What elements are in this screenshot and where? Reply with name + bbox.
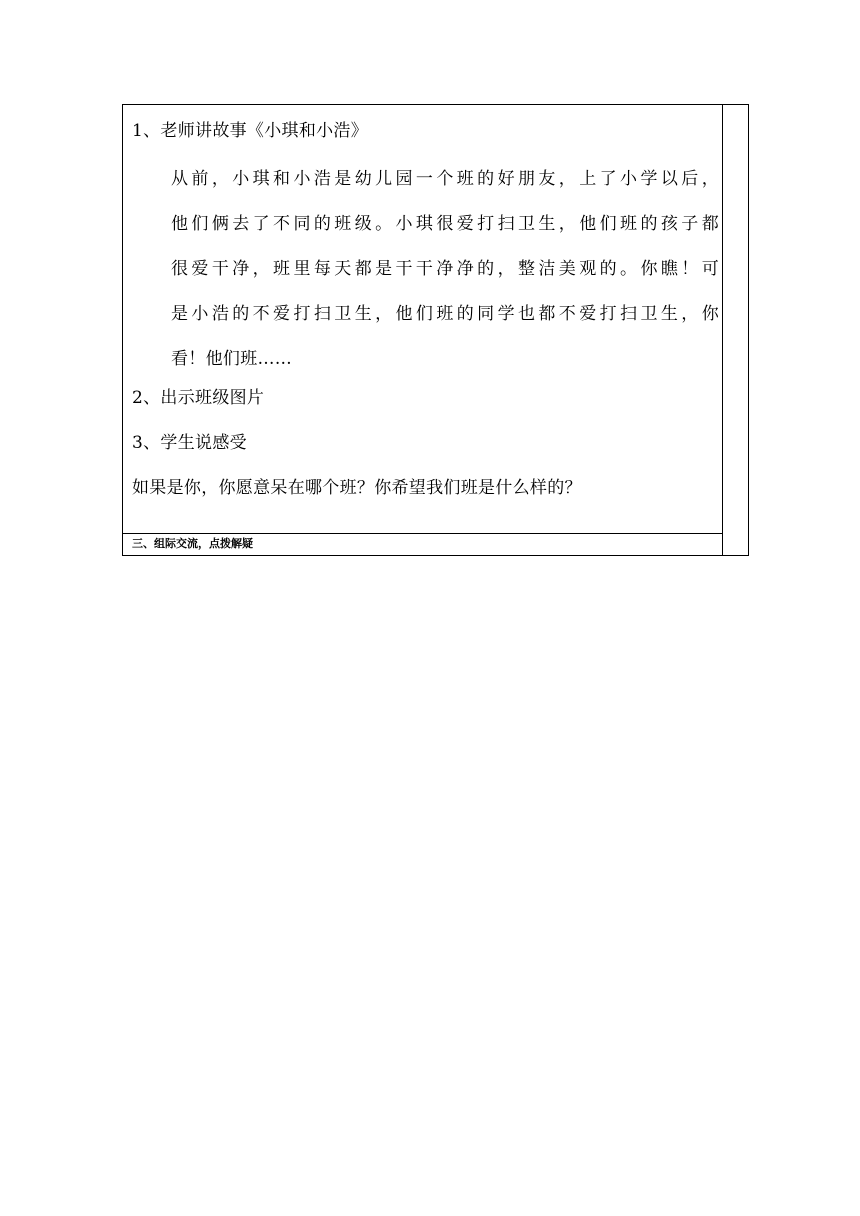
section-footer-cell bbox=[123, 534, 723, 555]
story-line: 他们俩去了不同的班级。小琪很爱打扫卫生，他们班的孩子都 bbox=[171, 214, 719, 234]
story-line: 是小浩的不爱打扫卫生，他们班的同学也都不爱打扫卫生，你 bbox=[171, 304, 719, 324]
story-paragraph bbox=[171, 157, 719, 382]
step-1-heading: 1、老师讲故事《小琪和小浩》 bbox=[132, 121, 369, 141]
story-line: 很爱干净，班里每天都是干干净净的，整洁美观的。你瞧！可 bbox=[171, 259, 719, 279]
story-line: 从前，小琪和小浩是幼儿园一个班的好朋友，上了小学以后， bbox=[171, 169, 719, 189]
step-3-heading: 3、学生说感受 bbox=[132, 433, 247, 453]
lesson-table bbox=[122, 104, 749, 556]
discussion-question: 如果是你，你愿意呆在哪个班？你希望我们班是什么样的？ bbox=[132, 478, 582, 498]
story-line: 看！他们班…… bbox=[171, 349, 293, 369]
side-notes-cell bbox=[723, 105, 748, 555]
lesson-content-cell bbox=[123, 105, 723, 534]
section-footer-title: 三、组际交流，点拨解疑 bbox=[132, 537, 253, 550]
step-2-heading: 2、出示班级图片 bbox=[132, 388, 265, 408]
